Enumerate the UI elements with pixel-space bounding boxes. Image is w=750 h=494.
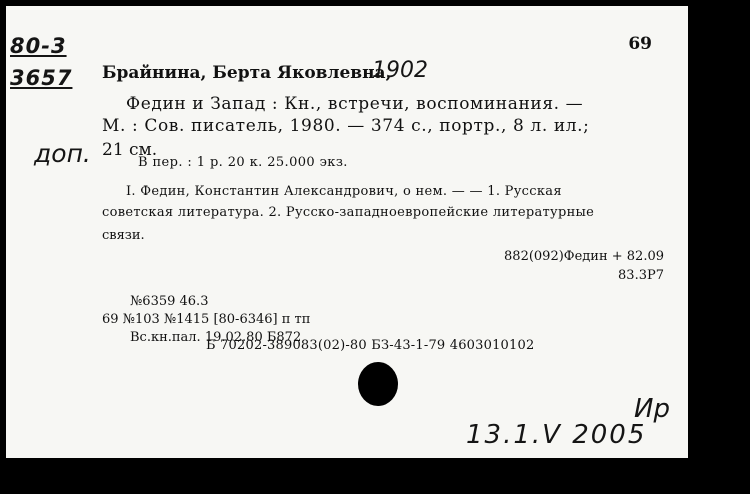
author-year-handwritten: 1902 bbox=[372, 58, 428, 83]
handwritten-initials: Ир bbox=[634, 394, 670, 424]
punch-hole bbox=[358, 362, 398, 406]
registry-line-4: Б 70202-389083(02)-80 БЗ-43-1-79 4603010102 bbox=[206, 338, 535, 353]
registry-line-3: Вс.кн.пал. 19.02.80 Б872 bbox=[130, 330, 302, 345]
page-number: 69 bbox=[628, 34, 652, 54]
subjects-line-3: связи. bbox=[102, 228, 145, 243]
classification-line-1: 882(092)Федин + 82.09 bbox=[504, 249, 664, 264]
catalog-card bbox=[6, 6, 688, 458]
registry-line-2: 69 №103 №1415 [80-6346] п тп bbox=[102, 312, 311, 327]
subjects-line-1: I. Федин, Константин Александрович, о нем. — — 1. Русская bbox=[126, 184, 562, 199]
registry-line-1: №6359 46.3 bbox=[130, 294, 209, 309]
title-line-3: 21 см. bbox=[102, 140, 158, 160]
title-line-2: М. : Сов. писатель, 1980. — 374 с., портр., 8 л. ил.; bbox=[102, 116, 590, 136]
handwritten-note-left: доп. bbox=[34, 139, 91, 168]
shelfmark-line-1: 80-3 bbox=[10, 34, 67, 58]
author-heading: Брайнина, Берта Яковлевна, bbox=[102, 63, 392, 83]
title-line-1: Федин и Запад : Кн., встречи, воспоминания. — bbox=[126, 94, 584, 114]
shelfmark-line-2: 3657 bbox=[10, 66, 73, 90]
handwritten-date: 13.1.V 2005 bbox=[466, 420, 647, 450]
classification-line-2: 83.3Р7 bbox=[618, 268, 664, 283]
subjects-line-2: советская литература. 2. Русско-западноевропейские литературные bbox=[102, 205, 595, 220]
price-line: В пер. : 1 р. 20 к. 25.000 экз. bbox=[138, 155, 348, 170]
